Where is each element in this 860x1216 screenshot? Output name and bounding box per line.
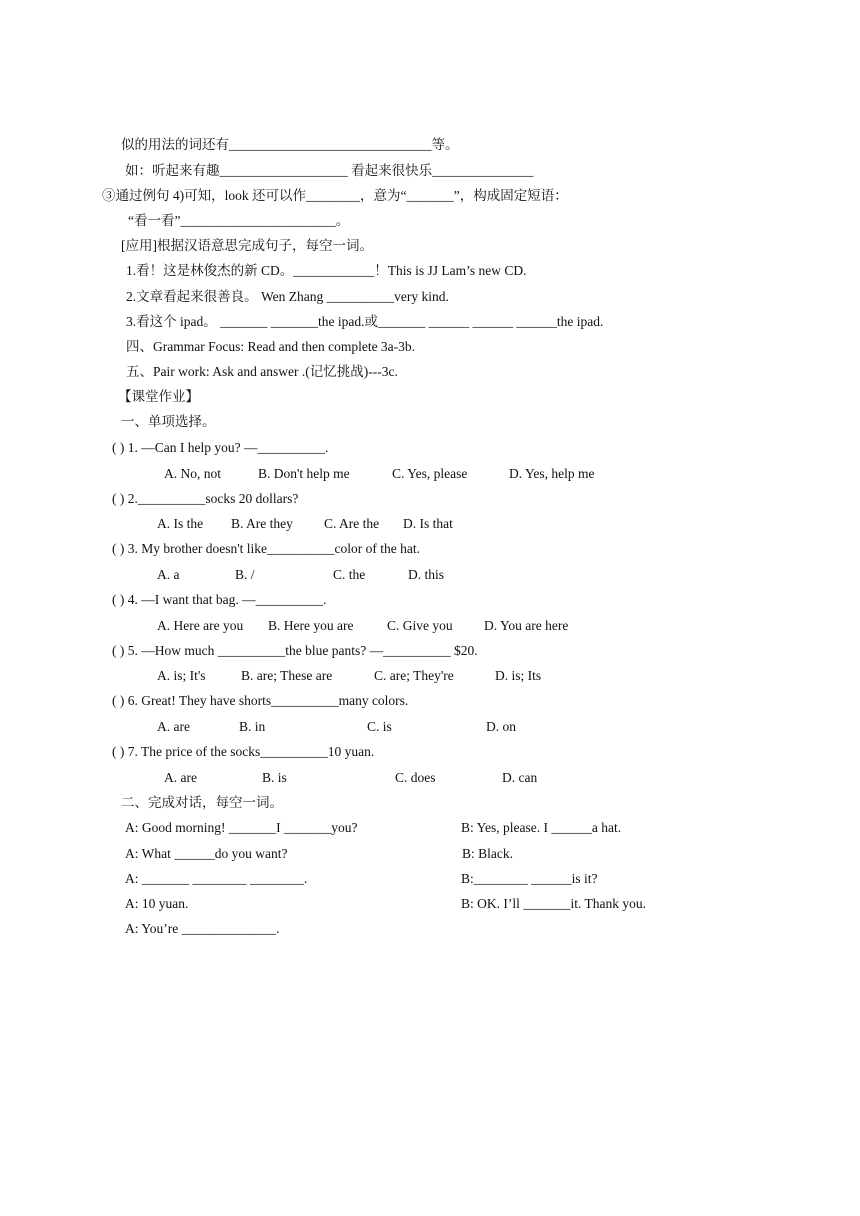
- dialog-line-a-1: A: Good morning! _______I _______you?: [125, 820, 358, 835]
- dialog-line-a-2: A: What ______do you want?: [125, 846, 288, 861]
- question-2-option-d: D. Is that: [403, 516, 453, 531]
- section-pair-work: 五、Pair work: Ask and answer .(记忆挑战)---3c.: [126, 364, 398, 379]
- mc-heading: 一、单项选择。: [121, 414, 216, 429]
- question-3-option-c: C. the: [333, 567, 366, 582]
- dialog-line-a-5: A: You’re ______________.: [125, 921, 280, 936]
- question-1-option-d: D. Yes, help me: [509, 466, 595, 481]
- question-1-option-b: B. Don't help me: [258, 466, 350, 481]
- text-similar-usage: 似的用法的词还有______________________________等。: [121, 137, 459, 152]
- question-1-option-a: A. No, not: [164, 466, 221, 481]
- question-5-option-a: A. is; It's: [157, 668, 206, 683]
- dialog-line-b-4: B: OK. I’ll _______it. Thank you.: [461, 896, 646, 911]
- question-7-option-b: B. is: [262, 770, 287, 785]
- question-3-option-a: A. a: [157, 567, 180, 582]
- question-7-option-c: C. does: [395, 770, 436, 785]
- text-look-phrase: “看一看”_______________________。: [128, 213, 350, 228]
- text-look-usage: ③通过例句 4)可知，look 还可以作________，意为“_______”，构成固定短语：: [102, 188, 568, 203]
- apply-heading: [应用]根据汉语意思完成句子，每空一词。: [121, 238, 373, 253]
- question-3-option-d: D. this: [408, 567, 445, 582]
- dialog-line-b-3: B:________ ______is it?: [461, 871, 598, 886]
- question-2-option-c: C. Are the: [324, 516, 380, 531]
- question-1-stem: ( ) 1. —Can I help you? —__________.: [112, 440, 329, 455]
- question-7-stem: ( ) 7. The price of the socks__________10 yuan.: [112, 744, 375, 759]
- question-5-option-b: B. are; These are: [241, 668, 333, 683]
- question-4-option-d: D. You are here: [484, 618, 569, 633]
- homework-heading: 【课堂作业】: [118, 389, 199, 404]
- question-4-option-b: B. Here you are: [268, 618, 354, 633]
- question-3-option-b: B. /: [235, 567, 255, 582]
- dialog-line-b-1: B: Yes, please. I ______a hat.: [461, 820, 622, 835]
- dialog-line-a-3: A: _______ ________ ________.: [125, 871, 308, 886]
- question-6-option-d: D. on: [486, 719, 516, 734]
- question-4-option-a: A. Here are you: [157, 618, 244, 633]
- question-4-option-c: C. Give you: [387, 618, 453, 633]
- question-5-option-d: D. is; Its: [495, 668, 542, 683]
- section-grammar-focus: 四、Grammar Focus: Read and then complete 3a-3b.: [126, 339, 416, 354]
- apply-sentence-3: 3.看这个 ipad。 _______ _______the ipad.或_______ ______ ______ ______the ipad.: [126, 314, 604, 329]
- question-6-stem: ( ) 6. Great! They have shorts__________many colors.: [112, 693, 409, 708]
- question-6-option-b: B. in: [239, 719, 266, 734]
- question-5-option-c: C. are; They're: [374, 668, 454, 683]
- question-7-option-a: A. are: [164, 770, 197, 785]
- question-6-option-a: A. are: [157, 719, 190, 734]
- question-6-option-c: C. is: [367, 719, 392, 734]
- dialog-heading: 二、完成对话，每空一词。: [121, 795, 283, 810]
- apply-sentence-2: 2.文章看起来很善良。 Wen Zhang __________very kind.: [126, 289, 449, 304]
- question-2-stem: ( ) 2.__________socks 20 dollars?: [112, 491, 299, 506]
- question-7-option-d: D. can: [502, 770, 538, 785]
- question-2-option-b: B. Are they: [231, 516, 293, 531]
- dialog-line-a-4: A: 10 yuan.: [125, 896, 189, 911]
- question-3-stem: ( ) 3. My brother doesn't like__________color of the hat.: [112, 541, 420, 556]
- question-4-stem: ( ) 4. —I want that bag. —__________.: [112, 592, 327, 607]
- question-2-option-a: A. Is the: [157, 516, 204, 531]
- apply-sentence-1: 1.看！这是林俊杰的新 CD。____________！This is JJ Lam’s new CD.: [126, 263, 527, 278]
- question-5-stem: ( ) 5. —How much __________the blue pants? —__________ $20.: [112, 643, 478, 658]
- question-1-option-c: C. Yes, please: [392, 466, 468, 481]
- dialog-line-b-2: B: Black.: [462, 846, 513, 861]
- text-example: 如：听起来有趣___________________ 看起来很快乐_______________: [125, 163, 534, 178]
